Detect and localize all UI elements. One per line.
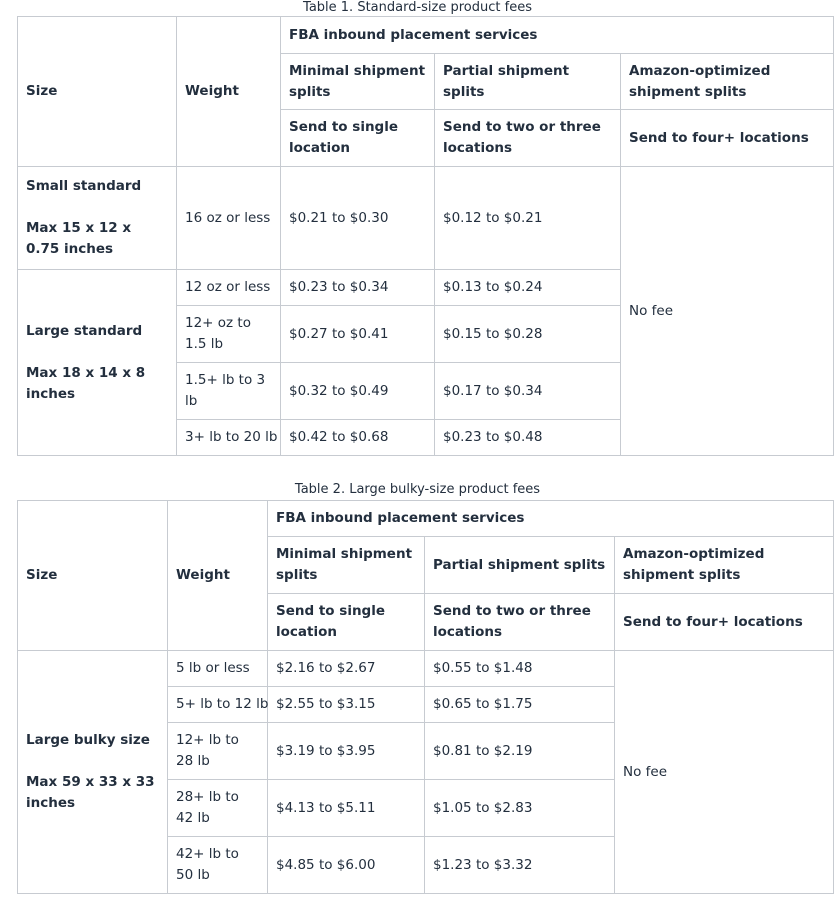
single-location-fee: $2.16 to $2.67: [268, 651, 425, 687]
single-location-fee: $0.42 to $0.68: [281, 420, 435, 456]
weight-cell: 12+ lb to 28 lb: [168, 723, 268, 780]
large-standard-size-cell: [18, 270, 177, 456]
weight-cell: 3+ lb to 20 lb: [177, 420, 281, 456]
single-location-subheader: Send to single location: [268, 594, 425, 651]
single-location-fee: $0.21 to $0.30: [281, 167, 435, 270]
minimal-splits-header: Minimal shipment splits: [268, 537, 425, 594]
tier-name: Large standard: [26, 322, 143, 339]
tier-max-dimensions: Max 18 x 14 x 8 inches: [26, 364, 146, 402]
no-fee-cell: No fee: [621, 167, 834, 456]
weight-cell: 28+ lb to 42 lb: [168, 780, 268, 837]
single-location-fee: $2.55 to $3.15: [268, 687, 425, 723]
standard-size-fees-table: [17, 16, 834, 456]
weight-cell: 16 oz or less: [177, 167, 281, 270]
weight-header: Weight: [168, 501, 268, 651]
weight-cell: 12+ oz to 1.5 lb: [177, 306, 281, 363]
four-plus-locations-subheader: Send to four+ locations: [615, 594, 834, 651]
no-fee-cell: No fee: [615, 651, 834, 894]
two-three-locations-fee: $0.81 to $2.19: [425, 723, 615, 780]
placement-services-header: FBA inbound placement services: [281, 17, 834, 54]
size-header: Size: [18, 501, 168, 651]
single-location-fee: $4.85 to $6.00: [268, 837, 425, 894]
two-three-locations-fee: $0.65 to $1.75: [425, 687, 615, 723]
two-three-locations-fee: $0.23 to $0.48: [435, 420, 621, 456]
single-location-fee: $4.13 to $5.11: [268, 780, 425, 837]
small-standard-size-cell: [18, 167, 177, 270]
two-three-locations-fee: $0.13 to $0.24: [435, 270, 621, 306]
two-three-locations-fee: $0.12 to $0.21: [435, 167, 621, 270]
two-three-locations-fee: $0.17 to $0.34: [435, 363, 621, 420]
weight-cell: 5 lb or less: [168, 651, 268, 687]
single-location-fee: $0.23 to $0.34: [281, 270, 435, 306]
two-three-locations-fee: $0.55 to $1.48: [425, 651, 615, 687]
tier-name: Small standard: [26, 178, 142, 194]
single-location-fee: $0.27 to $0.41: [281, 306, 435, 363]
weight-cell: 42+ lb to 50 lb: [168, 837, 268, 894]
partial-splits-header: Partial shipment splits: [425, 537, 615, 594]
optimized-splits-header: Amazon-optimized shipment splits: [615, 537, 834, 594]
weight-cell: 1.5+ lb to 3 lb: [177, 363, 281, 420]
minimal-splits-header: Minimal shipment splits: [281, 54, 435, 110]
large-bulky-fees-table: [17, 500, 834, 894]
large-bulky-size-cell: [18, 651, 168, 894]
weight-cell: 5+ lb to 12 lb: [168, 687, 268, 723]
single-location-subheader: Send to single location: [281, 110, 435, 167]
weight-cell: 12 oz or less: [177, 270, 281, 306]
table-row: [18, 651, 834, 687]
four-plus-locations-subheader: Send to four+ locations: [621, 110, 834, 167]
single-location-fee: $0.32 to $0.49: [281, 363, 435, 420]
single-location-fee: $3.19 to $3.95: [268, 723, 425, 780]
weight-header: Weight: [177, 17, 281, 167]
two-three-locations-subheader: Send to two or three locations: [425, 594, 615, 651]
size-header: Size: [18, 17, 177, 167]
two-three-locations-fee: $1.05 to $2.83: [425, 780, 615, 837]
partial-splits-header: Partial shipment splits: [435, 54, 621, 110]
tier-name: Large bulky size: [26, 732, 150, 748]
placement-services-header: FBA inbound placement services: [268, 501, 834, 537]
two-three-locations-subheader: Send to two or three locations: [435, 110, 621, 167]
two-three-locations-fee: $1.23 to $3.32: [425, 837, 615, 894]
table-row: [18, 167, 834, 270]
tier-max-dimensions: Max 15 x 12 x 0.75 inches: [26, 220, 132, 257]
two-three-locations-fee: $0.15 to $0.28: [435, 306, 621, 363]
table1-caption: Table 1. Standard-size product fees: [303, 0, 532, 15]
table2-caption: Table 2. Large bulky-size product fees: [294, 482, 541, 497]
tier-max-dimensions: Max 59 x 33 x 33 inches: [26, 774, 155, 811]
optimized-splits-header: Amazon-optimized shipment splits: [621, 54, 834, 110]
